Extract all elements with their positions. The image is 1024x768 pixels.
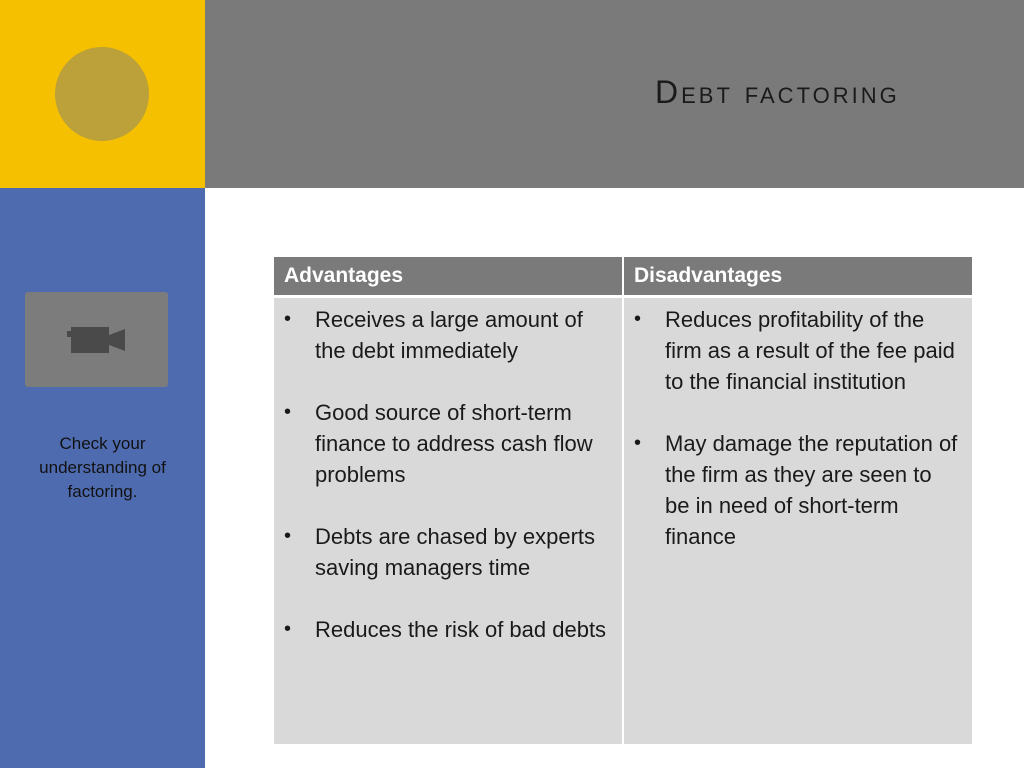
slide-title: Debt factoring: [655, 74, 900, 110]
yellow-corner-panel: [0, 0, 205, 188]
bullet-icon: •: [634, 308, 642, 330]
advantage-text: Debts are chased by experts saving managers time: [315, 524, 596, 580]
advantages-disadvantages-table: [274, 257, 972, 744]
decorative-circle: [55, 47, 149, 141]
list-item: [274, 397, 612, 490]
video-camera-icon: [65, 325, 127, 355]
title-band: [205, 0, 1024, 188]
sidebar-caption: Check your understanding of factoring.: [39, 434, 166, 501]
disadvantage-text: May damage the reputation of the firm as they are seen to be in need of short-term finance: [665, 431, 958, 549]
disadvantage-text: Reduces profitability of the firm as a result of the fee paid to the financial institution: [665, 307, 955, 394]
bullet-icon: •: [634, 432, 642, 454]
list-item: [274, 521, 612, 583]
list-item: [624, 304, 962, 397]
advantage-text: Good source of short-term finance to address cash flow problems: [315, 400, 593, 487]
disadvantages-cell: [624, 298, 972, 744]
bullet-icon: •: [284, 308, 292, 330]
list-item: [274, 304, 612, 366]
table-header-disadvantages: Disadvantages: [624, 257, 972, 295]
list-item: [274, 614, 612, 645]
bullet-icon: •: [284, 618, 292, 640]
list-item: [624, 428, 962, 552]
bullet-icon: •: [284, 525, 292, 547]
video-play-button[interactable]: [25, 292, 168, 387]
table-header-advantages: Advantages: [274, 257, 622, 295]
advantage-text: Reduces the risk of bad debts: [315, 617, 607, 642]
advantage-text: Receives a large amount of the debt immediately: [315, 307, 583, 363]
advantages-cell: [274, 298, 622, 744]
bullet-icon: •: [284, 401, 292, 423]
